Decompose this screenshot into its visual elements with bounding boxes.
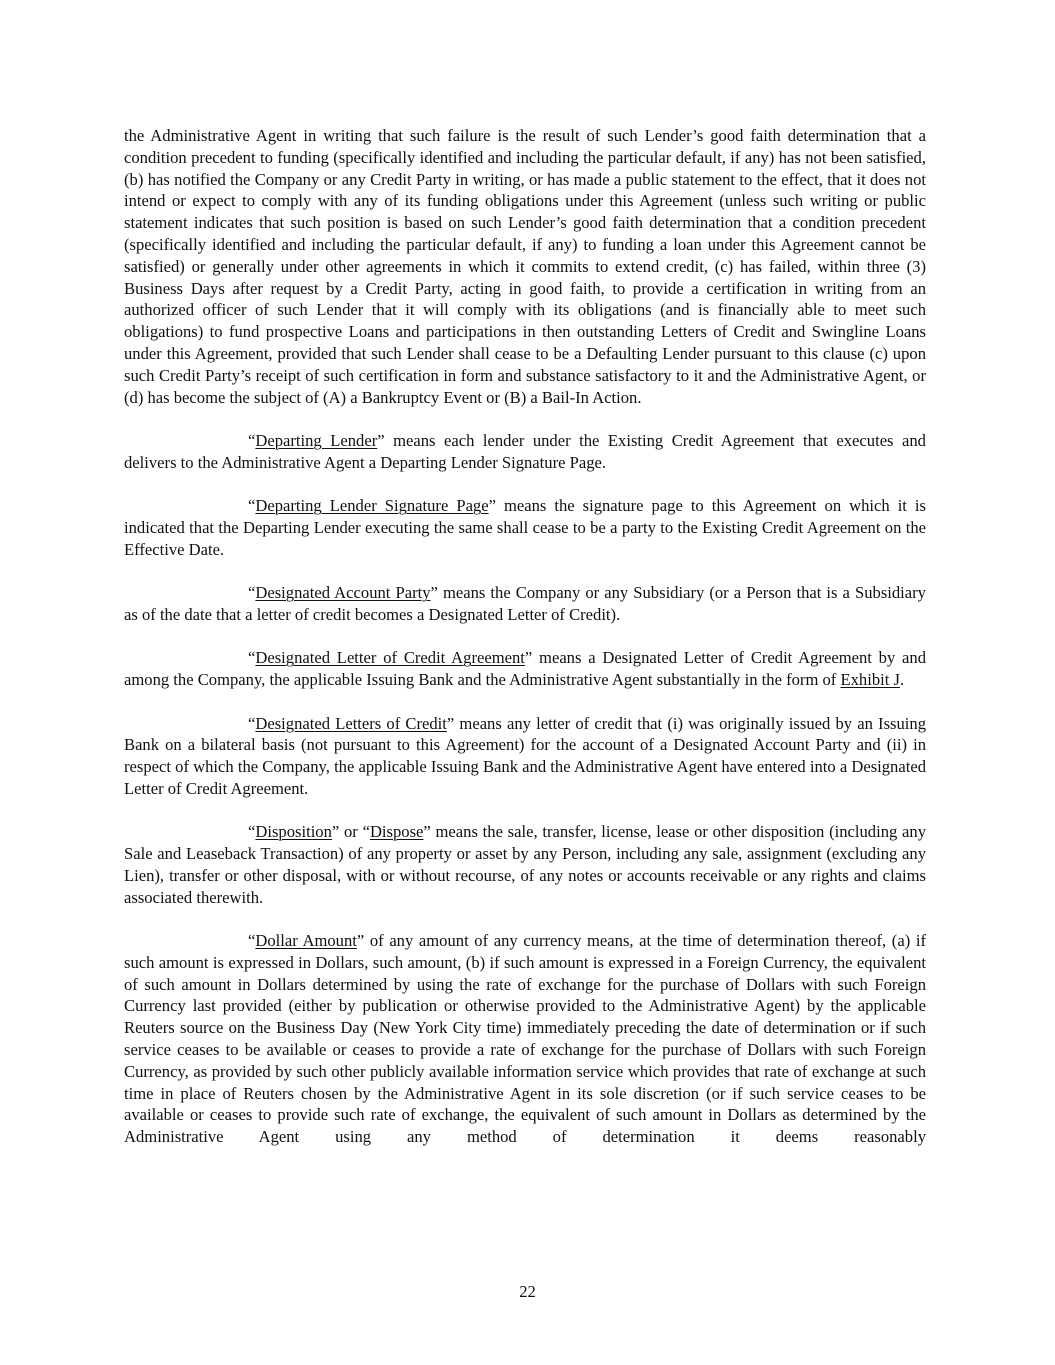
document-page (124, 125, 926, 1170)
open-quote: “ (248, 648, 256, 668)
definition-text: ” means each lender under the Existing Credit Agreement that executes and delivers to the Administrative Agent a Departing Lender Signature Page. (124, 430, 926, 472)
defined-term: Designated Letter of Credit Agreement (255, 648, 525, 668)
definition-designated-account-party (124, 582, 926, 626)
defined-term-alt: Dispose (369, 822, 424, 842)
definition-text: ” of any amount of any currency means, at the time of determination thereof, (a) if such amount is expressed in Dollars, such amount, (b) if such amount is expressed in a Foreign Currency, the equivalent of such amount in Dollars determined by using the rate of exchange for the purchase of Dollars with such Foreign Currency last provided (either by publication or otherwise provided to the Administrative Agent) by the applicable Reuters source on the Business Day (New York City time) immediately preceding the date of determination or if such service ceases to be available or ceases to provide a rate of exchange for the purchase of Dollars with such Foreign Currency, as provided by such other publicly available information service which provides that rate of exchange at such time in place of Reuters chosen by the Administrative Agent in its sole discretion (or if such service ceases to be available or ceases to provide such rate of exchange, the equivalent of such amount in Dollars as determined by the Administrative Agent using any method of determination it deems reasonably (124, 931, 926, 1147)
defined-term: Designated Letters of Credit (255, 713, 447, 733)
paragraph-defaulting-lender-continuation (124, 125, 926, 408)
page-number: 22 (519, 1282, 536, 1301)
open-quote: “ (248, 430, 256, 450)
definition-designated-letters-of-credit (124, 713, 926, 800)
open-quote: “ (248, 713, 256, 733)
open-quote: “ (248, 931, 256, 951)
definition-departing-lender (124, 430, 926, 474)
definition-disposition (124, 821, 926, 908)
term-separator: ” or “ (331, 822, 370, 842)
defined-term: Designated Account Party (255, 583, 431, 603)
defined-term: Disposition (255, 822, 332, 842)
exhibit-reference: Exhibit J (840, 670, 900, 690)
definition-tail: . (899, 670, 905, 690)
definition-text: ” means the sale, transfer, license, lease or other disposition (including any Sale and Leaseback Transaction) of any property or asset by any Person, including any sale, assignment (excluding any Lien), transfer or other disposal, with or without recourse, of any notes or accounts receivable or any rights and claims associated therewith. (124, 822, 926, 907)
defined-term: Departing Lender (255, 430, 378, 450)
definition-departing-lender-signature-page (124, 495, 926, 560)
defined-term: Departing Lender Signature Page (255, 496, 489, 516)
definition-text: ” means any letter of credit that (i) was originally issued by an Issuing Bank on a bilateral basis (not pursuant to this Agreement) for the account of a Designated Account Party and (ii) in respect of which the Company, the applicable Issuing Bank and the Administrative Agent have entered into a Designated Letter of Credit Agreement. (124, 713, 926, 798)
open-quote: “ (248, 496, 256, 516)
definition-text: ” means the signature page to this Agreement on which it is indicated that the Departing Lender executing the same shall cease to be a party to the Existing Credit Agreement on the Effective Date. (124, 496, 926, 559)
definition-text: ” means a Designated Letter of Credit Agreement by and among the Company, the applicable Issuing Bank and the Administrative Agent substantially in the form of (124, 648, 927, 690)
definition-text: ” means the Company or any Subsidiary (or a Person that is a Subsidiary as of the date that a letter of credit becomes a Designated Letter of Credit). (124, 583, 926, 624)
definition-designated-letter-of-credit-agreement (124, 647, 926, 691)
definition-dollar-amount (124, 930, 926, 1148)
open-quote: “ (248, 583, 256, 603)
defined-term: Dollar Amount (255, 931, 357, 951)
open-quote: “ (248, 822, 256, 842)
paragraph-text: the Administrative Agent in writing that such failure is the result of such Lender’s good faith determination that a condition precedent to funding (specifically identified and including the particular default, if any) has not been satisfied, (b) has notified the Company or any Credit Party in writing, or has made a public statement to the effect, that it does not intend or expect to comply with any of its funding obligations under this Agreement (unless such writing or public statement indicates that such position is based on such Lender’s good faith determination that a condition precedent (specifically identified and including the particular default, if any) to funding a loan under this Agreement cannot be satisfied) or generally under other agreements in which it commits to extend credit, (c) has failed, within three (3) Business Days after request by a Credit Party, acting in good faith, to provide a certification in writing from an authorized officer of such Lender that it will comply with its obligations (and is financially able to meet such obligations) to fund prospective Loans and participations in then outstanding Letters of Credit and Swingline Loans under this Agreement, provided that such Lender shall cease to be a Defaulting Lender pursuant to this clause (c) upon such Credit Party’s receipt of such certification in form and substance satisfactory to it and the Administrative Agent, or (d) has become the subject of (A) a Bankruptcy Event or (B) a Bail-In Action. (124, 126, 926, 407)
